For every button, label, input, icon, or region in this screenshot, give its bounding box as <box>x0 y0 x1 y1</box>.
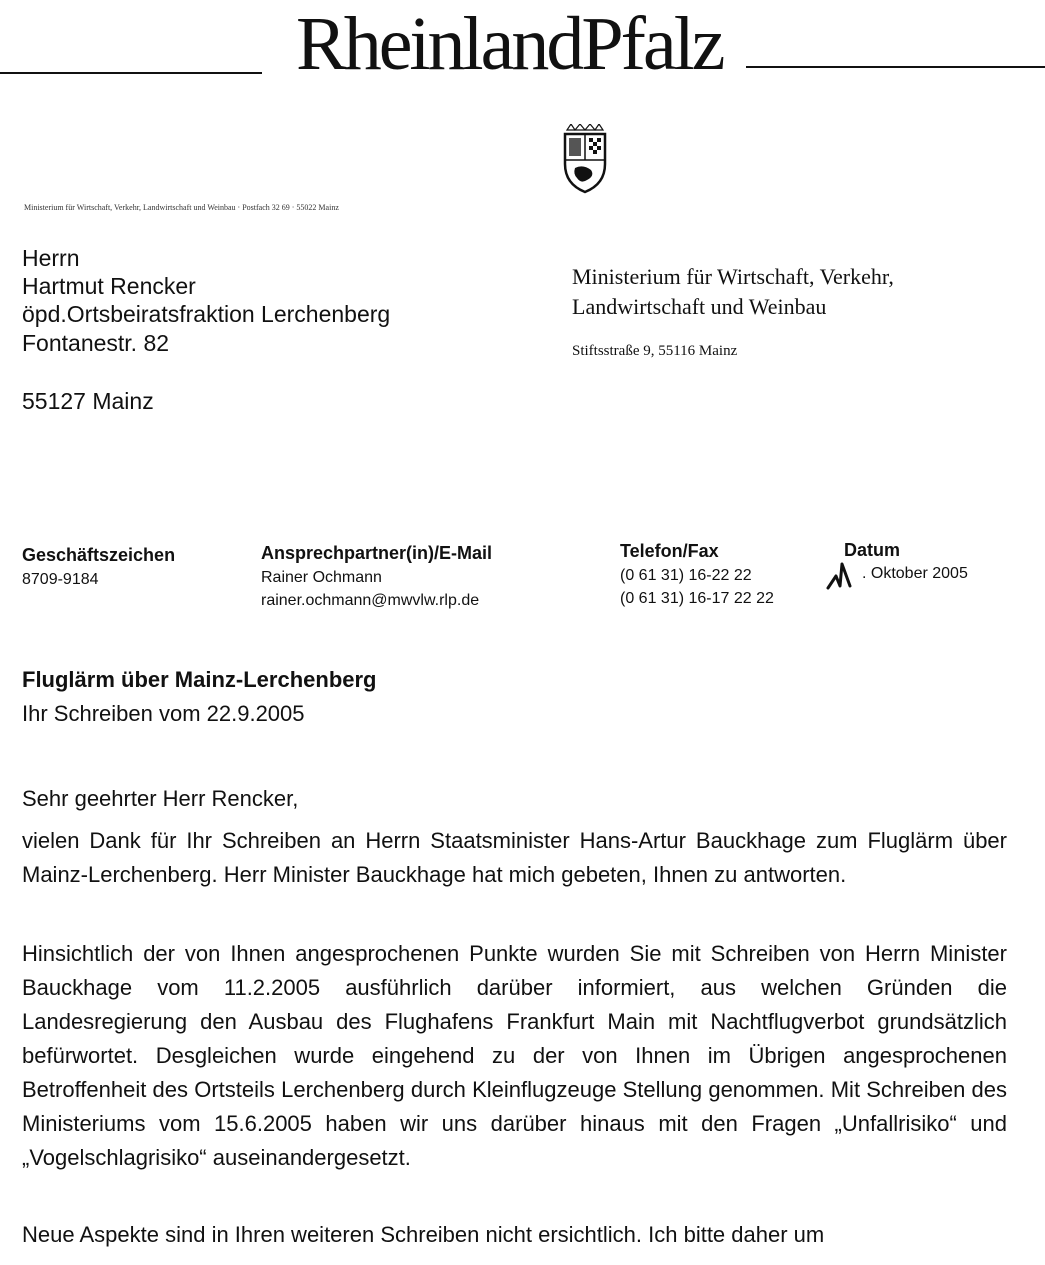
sender-return-address: Ministerium für Wirtschaft, Verkehr, Landwirtschaft und Weinbau · Postfach 32 69 · 55022 Mainz <box>24 203 339 212</box>
recipient-street: Fontanestr. 82 <box>22 330 170 356</box>
date-label: Datum <box>844 540 901 560</box>
coat-of-arms-icon <box>557 124 613 194</box>
contact-email: rainer.ochmann@mwvlw.rlp.de <box>261 592 480 609</box>
letter-salutation: Sehr geehrter Herr Rencker, <box>22 786 299 811</box>
file-number-label: Geschäftszeichen <box>22 545 176 565</box>
fax-number: (0 61 31) 16-17 22 22 <box>620 590 774 607</box>
phone-number: (0 61 31) 16-22 22 <box>620 567 752 584</box>
handwritten-mark-icon <box>826 560 858 592</box>
file-number-value: 8709-9184 <box>22 571 99 588</box>
recipient-organisation: öpd.Ortsbeiratsfraktion Lerchenberg <box>22 301 391 327</box>
ministry-name-line1: Ministerium für Wirtschaft, Verkehr, <box>572 264 894 289</box>
letterhead-rule-left <box>0 72 262 74</box>
brand-wordmark: RheinlandPfalz <box>296 2 723 86</box>
body-paragraph-2: Hinsichtlich der von Ihnen angesprochenen Punkte wurden Sie mit Schreiben von Herrn Minister Bauckhage vom 11.2.2005 ausführlich darüber informiert, aus welchen Gründen die Landesregierung den Ausbau des Flughafens Frankfurt Main mit Nachtflugverbot grundsätzlich befürwortet. Desgleichen wurde eingehend zu der von Ihnen im Übrigen angesprochenen Betroffenheit des Ortsteils Lerchenberg durch Kleinflugzeuge Stellung genommen. Mit Schreiben des Ministeriums vom 15.6.2005 haben wir uns darüber hinaus mit den Fragen „Unfallrisiko“ und „Vogelschlagrisiko“ auseinandergesetzt. <box>22 941 1007 1170</box>
ministry-address: Stiftsstraße 9, 55116 Mainz <box>572 343 738 359</box>
letterhead-rule-right <box>746 66 1045 68</box>
body-paragraph-1: vielen Dank für Ihr Schreiben an Herrn Staatsminister Hans-Artur Bauckhage zum Fluglärm über Mainz-Lerchenberg. Herr Minister Bauckhage hat mich gebeten, Ihnen zu antworten. <box>22 828 1007 887</box>
body-paragraph-3: Neue Aspekte sind in Ihren weiteren Schreiben nicht ersichtlich. Ich bitte daher um <box>22 1222 825 1247</box>
recipient-salutation: Herrn <box>22 245 80 271</box>
date-value: . Oktober 2005 <box>862 565 968 582</box>
ministry-name-line2: Landwirtschaft und Weinbau <box>572 294 827 319</box>
subject-reference: Ihr Schreiben vom 22.9.2005 <box>22 701 305 726</box>
contact-name: Rainer Ochmann <box>261 569 382 586</box>
phone-fax-label: Telefon/Fax <box>620 541 719 561</box>
contact-label: Ansprechpartner(in)/E-Mail <box>261 543 493 563</box>
ministry-name <box>572 262 992 322</box>
subject-title: Fluglärm über Mainz-Lerchenberg <box>22 667 377 692</box>
recipient-name: Hartmut Rencker <box>22 273 196 299</box>
recipient-city: 55127 Mainz <box>22 388 154 414</box>
